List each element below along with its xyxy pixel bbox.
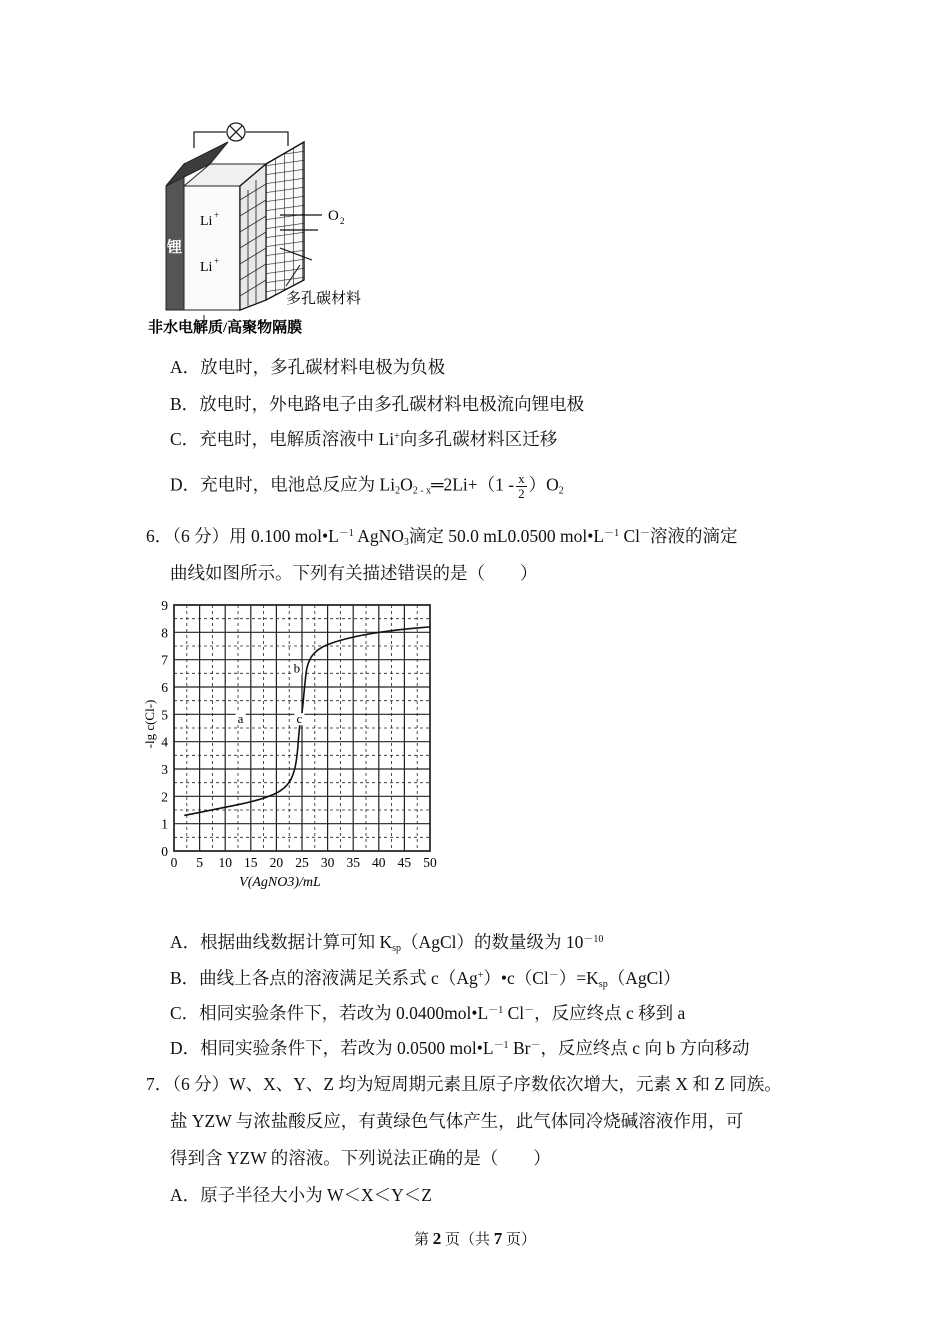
membrane-label: 非水电解质/高聚物隔膜 xyxy=(148,320,303,336)
titration-chart xyxy=(140,596,445,896)
x-tick-label: 20 xyxy=(269,855,284,870)
bulb-icon xyxy=(227,123,245,141)
porous-carbon-label: 多孔碳材料 xyxy=(286,291,362,307)
y-tick-label: 2 xyxy=(161,789,168,805)
y-tick-label: 8 xyxy=(161,625,168,641)
y-tick-label: 4 xyxy=(161,734,168,750)
svg-text:2: 2 xyxy=(340,216,345,226)
page-number: 2 xyxy=(432,1229,442,1248)
svg-text:+: + xyxy=(214,256,220,266)
titration-curve xyxy=(184,627,430,816)
x-tick-label: 40 xyxy=(372,855,386,870)
point-label-c: c xyxy=(296,711,303,727)
q6-option-a: A．根据曲线数据计算可知 $K_{sp}(AgCl)$的数量级为 $10^{-10}$ xyxy=(170,932,604,954)
point-label-b: b xyxy=(293,660,301,676)
x-tick-label: 45 xyxy=(397,855,412,870)
q6-option-d: D．相同实验条件下，若改为 0.0500 $mol•L^{-1}$ Br－，反应终点 c 向 b 方向移动 xyxy=(170,1038,750,1058)
page-total: 7 xyxy=(493,1229,503,1248)
electrolyte-membrane xyxy=(184,186,240,310)
q5-option-b: B．放电时，外电路电子由多孔碳材料电极流向锂电极 xyxy=(170,394,585,414)
x-tick-label: 5 xyxy=(196,855,203,870)
x-tick-label: 35 xyxy=(346,855,360,870)
y-tick-label: 3 xyxy=(161,762,168,777)
q6-option-b: B．曲线上各点的溶液满足关系式 $c(Ag^+)•c(Cl^-)=K_{sp}(AgCl)$ xyxy=(170,968,681,990)
y-tick-label: 5 xyxy=(161,707,168,723)
q7-stem-line2: 盐 YZW 与浓盐酸反应，有黄绿色气体产生，此气体同冷烧碱溶液作用，可 xyxy=(170,1111,744,1131)
o2-label: O xyxy=(328,208,339,224)
q5-option-a: A．放电时，多孔碳材料电极为负极 xyxy=(170,357,446,377)
x-tick-label: 10 xyxy=(218,855,232,870)
q7-option-a: A．原子半径大小为 W＜X＜Y＜Z xyxy=(170,1185,432,1205)
lithium-electrode xyxy=(166,164,184,310)
x-tick-label: 15 xyxy=(244,855,258,870)
li-ion-label-1: Li xyxy=(200,214,213,229)
fraction-x-over-2: $\frac{x}{2}$ xyxy=(518,471,525,501)
q6-option-c: C．相同实验条件下，若改为 $0.0400mol•L^{-1}$ Cl－，反应终点 c 移到 a xyxy=(170,1003,686,1023)
q7-stem-line1: 7．（6 分）W、X、Y、Z 均为短周期元素且原子序数依次增大，元素 X 和 Z 同族。 xyxy=(146,1074,782,1094)
q5-option-c: C．充电时，电解质溶液中 Li+向多孔碳材料区迁移 xyxy=(170,429,558,449)
x-tick-label: 25 xyxy=(295,855,309,870)
point-label-a: a xyxy=(237,711,244,727)
y-tick-label: 0 xyxy=(161,844,168,859)
y-tick-label: 6 xyxy=(161,680,168,695)
li-ion-label-2: Li xyxy=(200,260,213,275)
q6-stem-line2: 曲线如图所示。下列有关描述错误的是（ ） xyxy=(170,563,538,583)
y-axis-label: -lg c(Cl-) xyxy=(142,699,157,749)
y-tick-label: 7 xyxy=(161,652,168,668)
svg-text:+: + xyxy=(214,210,220,220)
x-tick-label: 0 xyxy=(170,855,178,870)
q6-stem-line1: 6．（6 分）用 0.100 $mol•L^{-1}$ AgNO$_3$滴定 50.0 mL0.0500 $mol•L^{-1}$ Cl－溶液的滴定 xyxy=(146,526,738,548)
battery-figure xyxy=(140,120,385,345)
x-tick-label: 50 xyxy=(423,855,437,870)
x-tick-label: 30 xyxy=(320,855,335,870)
x-axis-label: V(AgNO3)/mL xyxy=(239,875,321,890)
lithium-label: 锂 xyxy=(167,240,183,256)
page-footer: 第 2 页（共 7 页） xyxy=(413,1229,537,1248)
y-tick-label: 1 xyxy=(161,816,168,832)
y-tick-label: 9 xyxy=(161,598,168,613)
q7-stem-line3: 得到含 YZW 的溶液。下列说法正确的是（ ） xyxy=(170,1148,551,1168)
q5-option-d: D．充电时，电池总反应为 $Li_2O_{2 - x}═2Li+(1$ - $\frac{x}{2}$ ）$O_2$ xyxy=(170,471,564,501)
